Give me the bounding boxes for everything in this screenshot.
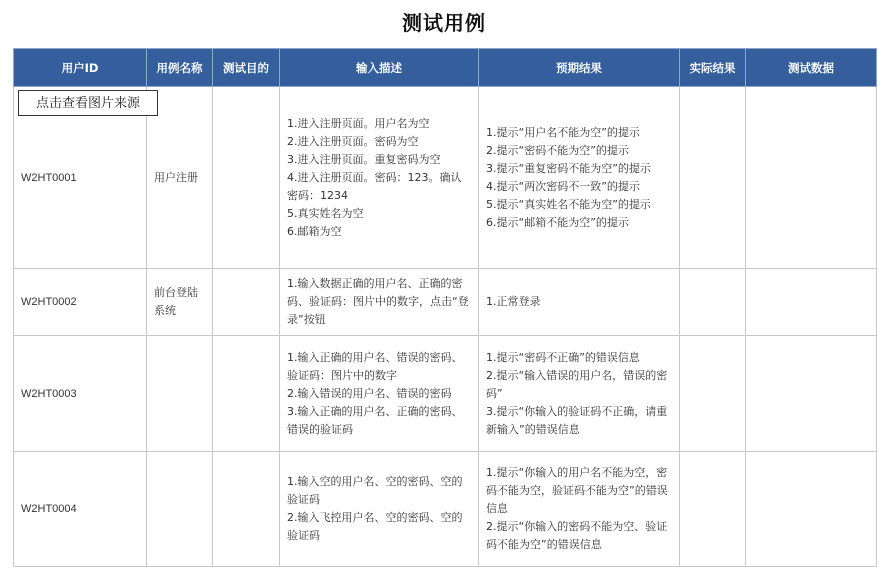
cell-case-name (147, 452, 213, 567)
cell-actual (680, 452, 746, 567)
cell-purpose (213, 452, 280, 567)
test-case-table (13, 48, 877, 567)
table-row (14, 452, 877, 567)
cell-user-id: W2HT0001 (14, 87, 147, 269)
input-line: 1.输入数据正确的用户名、正确的密码、验证码：图片中的数字，点击“登录”按钮 (287, 277, 469, 326)
cell-test-data (746, 269, 877, 336)
cell-input-desc (280, 87, 479, 269)
cell-input-desc (280, 452, 479, 567)
view-image-source-button[interactable]: 点击查看图片来源 (18, 90, 158, 116)
expected-line: 2.提示“输入错误的用户名，错误的密码” (486, 368, 668, 400)
cell-expected (479, 87, 680, 269)
expected-line: 2.提示“你输入的密码不能为空、验证码不能为空”的错误信息 (486, 520, 668, 551)
cell-expected (479, 336, 680, 452)
table-row (14, 269, 877, 336)
header-purpose: 测试目的 (213, 49, 280, 87)
input-line: 1.输入空的用户名、空的密码、空的验证码 (287, 475, 463, 506)
cell-expected (479, 269, 680, 336)
cell-purpose (213, 269, 280, 336)
cell-actual (680, 269, 746, 336)
input-line: 1.输入正确的用户名、错误的密码、验证码：图片中的数字 (287, 350, 463, 382)
cell-case-name (147, 336, 213, 452)
expected-line: 4.提示“两次密码不一致”的提示 (486, 179, 640, 193)
cell-input-desc (280, 269, 479, 336)
expected-line: 1.提示“用户名不能为空”的提示 (486, 125, 640, 139)
header-expected: 预期结果 (479, 49, 680, 87)
input-line: 3.输入正确的用户名、正确的密码、错误的验证码 (287, 404, 463, 436)
cell-user-id: W2HT0002 (14, 269, 147, 336)
expected-line: 1.正常登录 (486, 295, 541, 308)
cell-input-desc (280, 336, 479, 452)
input-line: 6.邮箱为空 (287, 224, 342, 238)
input-line: 2.输入飞控用户名、空的密码、空的验证码 (287, 511, 463, 542)
cell-user-id: W2HT0003 (14, 336, 147, 452)
expected-line: 1.提示“密码不正确”的错误信息 (486, 350, 640, 364)
cell-case-name: 用户注册 (147, 87, 213, 269)
header-user-id: 用户ID (14, 49, 147, 87)
cell-test-data (746, 87, 877, 269)
expected-line: 3.提示“你输入的验证码不正确，请重新输入”的错误信息 (486, 404, 668, 436)
header-test-data: 测试数据 (746, 49, 877, 87)
input-line: 3.进入注册页面。重复密码为空 (287, 152, 441, 166)
input-line: 2.进入注册页面。密码为空 (287, 134, 419, 148)
input-line: 2.输入错误的用户名、错误的密码 (287, 386, 452, 400)
expected-line: 5.提示“真实姓名不能为空”的提示 (486, 197, 651, 211)
cell-actual (680, 336, 746, 452)
input-line: 5.真实姓名为空 (287, 206, 364, 220)
cell-user-id: W2HT0004 (14, 452, 147, 567)
header-row (14, 49, 877, 87)
cell-test-data (746, 336, 877, 452)
cell-expected (479, 452, 680, 567)
expected-line: 6.提示“邮箱不能为空”的提示 (486, 215, 629, 229)
input-line: 4.进入注册页面。密码：123。确认密码：1234 (287, 170, 462, 202)
expected-line: 2.提示“密码不能为空”的提示 (486, 143, 629, 157)
expected-line: 1.提示“你输入的用户名不能为空，密码不能为空，验证码不能为空”的错误信息 (486, 466, 668, 515)
cell-actual (680, 87, 746, 269)
header-input-desc: 输入描述 (280, 49, 479, 87)
cell-purpose (213, 87, 280, 269)
input-line: 1.进入注册页面。用户名为空 (287, 116, 430, 130)
header-actual: 实际结果 (680, 49, 746, 87)
table-row (14, 336, 877, 452)
header-case-name: 用例名称 (147, 49, 213, 87)
expected-line: 3.提示“重复密码不能为空”的提示 (486, 161, 651, 175)
page-title: 测试用例 (402, 11, 486, 35)
cell-case-name: 前台登陆系统 (147, 269, 213, 336)
cell-purpose (213, 336, 280, 452)
cell-test-data (746, 452, 877, 567)
